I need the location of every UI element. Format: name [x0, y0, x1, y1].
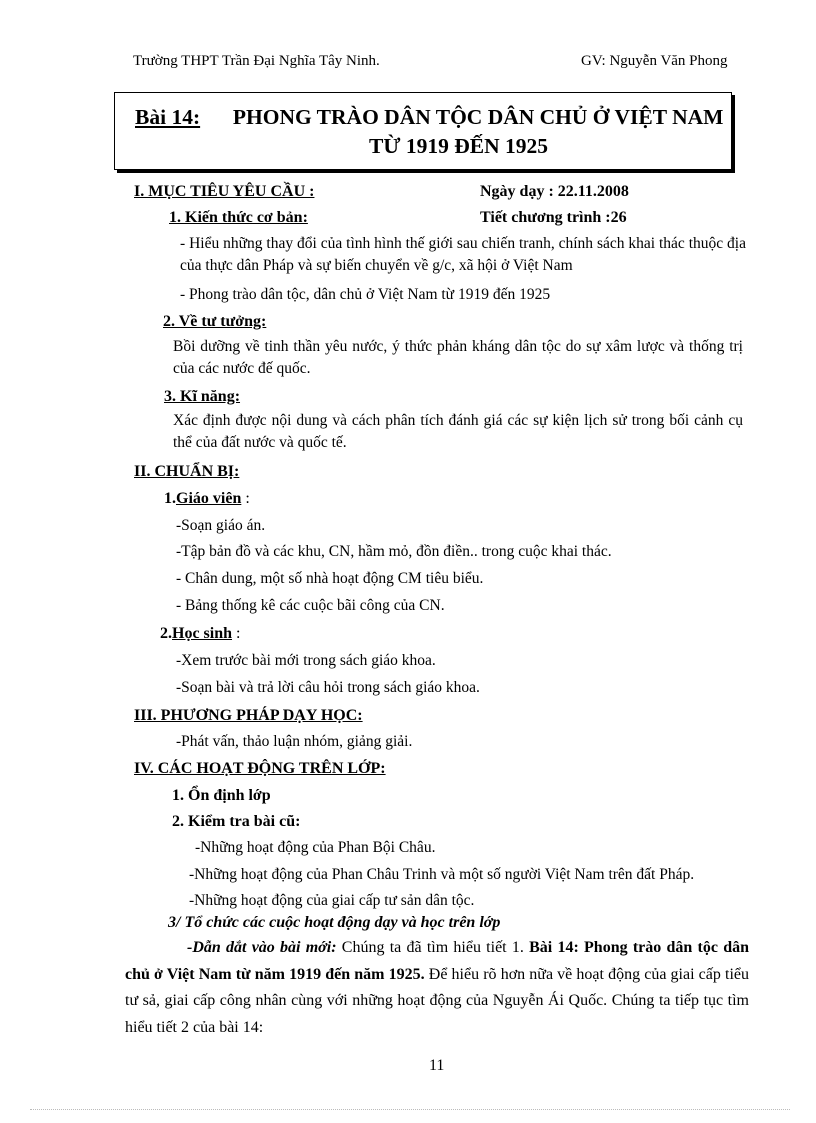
teacher-item-3: - Chân dung, một số nhà hoạt động CM tiêu biểu. [176, 570, 484, 587]
attitude-text: Bồi dưỡng về tinh thần yêu nước, ý thức phản kháng dân tộc do sự xâm lược và thống trị của các nước đế quốc. [173, 338, 743, 377]
attitude-heading: 2. Về tư tưởng: [163, 313, 267, 330]
knowledge-heading: 1. Kiến thức cơ bản: [169, 209, 308, 226]
lesson-intro-paragraph [125, 935, 749, 1041]
teacher-item-4: - Bảng thống kê các cuộc bãi công của CN. [176, 597, 445, 614]
section1-heading: I. MỤC TIÊU YÊU CẦU : [134, 183, 315, 200]
step1-heading: 1. Ổn định lớp [172, 787, 271, 804]
student-prep-label: Học sinh [172, 625, 233, 642]
lesson-title-line1 [135, 105, 723, 130]
teacher-prep-heading [164, 487, 250, 511]
student-prep-num: 2. [160, 625, 172, 642]
review-item-1: -Những hoạt động của Phan Bội Châu. [195, 839, 436, 856]
step3-heading: 3/ Tổ chức các cuộc hoạt động dạy và học trên lớp [168, 914, 501, 931]
lesson-title-text: PHONG TRÀO DÂN TỘC DÂN CHỦ Ở VIỆT NAM [232, 105, 724, 129]
teacher-prep-num: 1. [164, 490, 176, 507]
lesson-label: Bài 14: [135, 105, 201, 129]
teacher-prep-colon: : [241, 490, 250, 507]
review-item-2: -Những hoạt động của Phan Châu Trinh và một số người Việt Nam trên đất Pháp. [189, 866, 695, 883]
section2-heading: II. CHUẨN BỊ: [134, 463, 240, 480]
teacher-item-2: -Tập bản đồ và các khu, CN, hầm mỏ, đồn điền.. trong cuộc khai thác. [176, 543, 612, 560]
teacher-item-1: -Soạn giáo án. [176, 517, 266, 534]
intro-part2: Để hiểu rõ hơn nữa về hoạt động của giai cấp tiểu tư sả, giai cấp công nhân cùng với những hoạt động của Nguyễn Ái Quốc. Chúng ta tiếp tục tìm hiểu tiết 2 của bài 14: [125, 965, 749, 1036]
step2-heading: 2. Kiểm tra bài cũ: [172, 813, 301, 830]
section3-heading: III. PHƯƠNG PHÁP DẠY HỌC: [134, 707, 363, 724]
intro-part1: Chúng ta đã tìm hiểu tiết 1. [336, 939, 530, 956]
student-prep-heading [160, 622, 240, 646]
review-item-3: -Những hoạt động của giai cấp tư sản dân tộc. [189, 892, 475, 909]
student-item-1: -Xem trước bài mới trong sách giáo khoa. [176, 652, 436, 669]
period-number: Tiết chương trình :26 [480, 209, 627, 226]
knowledge-item-2: - Phong trào dân tộc, dân chủ ở Việt Nam từ 1919 đến 1925 [180, 286, 551, 303]
page-number: 11 [429, 1057, 445, 1074]
student-prep-colon: : [232, 625, 241, 642]
page-bottom-divider [30, 1109, 790, 1110]
intro-bold: Bài 14: Phong trào dân tộc dân chủ ở Việt Nam từ năm 1919 đến năm 1925. [125, 939, 750, 983]
lesson-title-line2: TỪ 1919 ĐẾN 1925 [369, 134, 548, 158]
intro-label: -Dẫn dắt vào bài mới: [187, 939, 337, 956]
skills-heading: 3. Kĩ năng: [164, 388, 241, 405]
teaching-date: Ngày dạy : 22.11.2008 [480, 183, 629, 200]
knowledge-item-1: - Hiểu những thay đổi của tình hình thế giới sau chiến tranh, chính sách khai thác thuộc địa của thực dân Pháp và sự biến chuyển về g/c, xã hội ở Việt Nam [180, 235, 746, 274]
school-name: Trường THPT Trần Đại Nghĩa Tây Ninh. [133, 53, 380, 69]
student-item-2: -Soạn bài và trả lời câu hỏi trong sách giáo khoa. [176, 679, 480, 696]
method-text: -Phát vấn, thảo luận nhóm, giảng giải. [176, 733, 413, 750]
skills-text: Xác định được nội dung và cách phân tích đánh giá các sự kiện lịch sử trong bối cảnh cụ thể của đất nước và quốc tế. [173, 412, 743, 451]
lesson-title-box [114, 92, 732, 170]
section4-heading: IV. CÁC HOẠT ĐỘNG TRÊN LỚP: [134, 760, 386, 777]
teacher-name: GV: Nguyễn Văn Phong [581, 53, 728, 69]
teacher-prep-label: Giáo viên [176, 490, 242, 507]
